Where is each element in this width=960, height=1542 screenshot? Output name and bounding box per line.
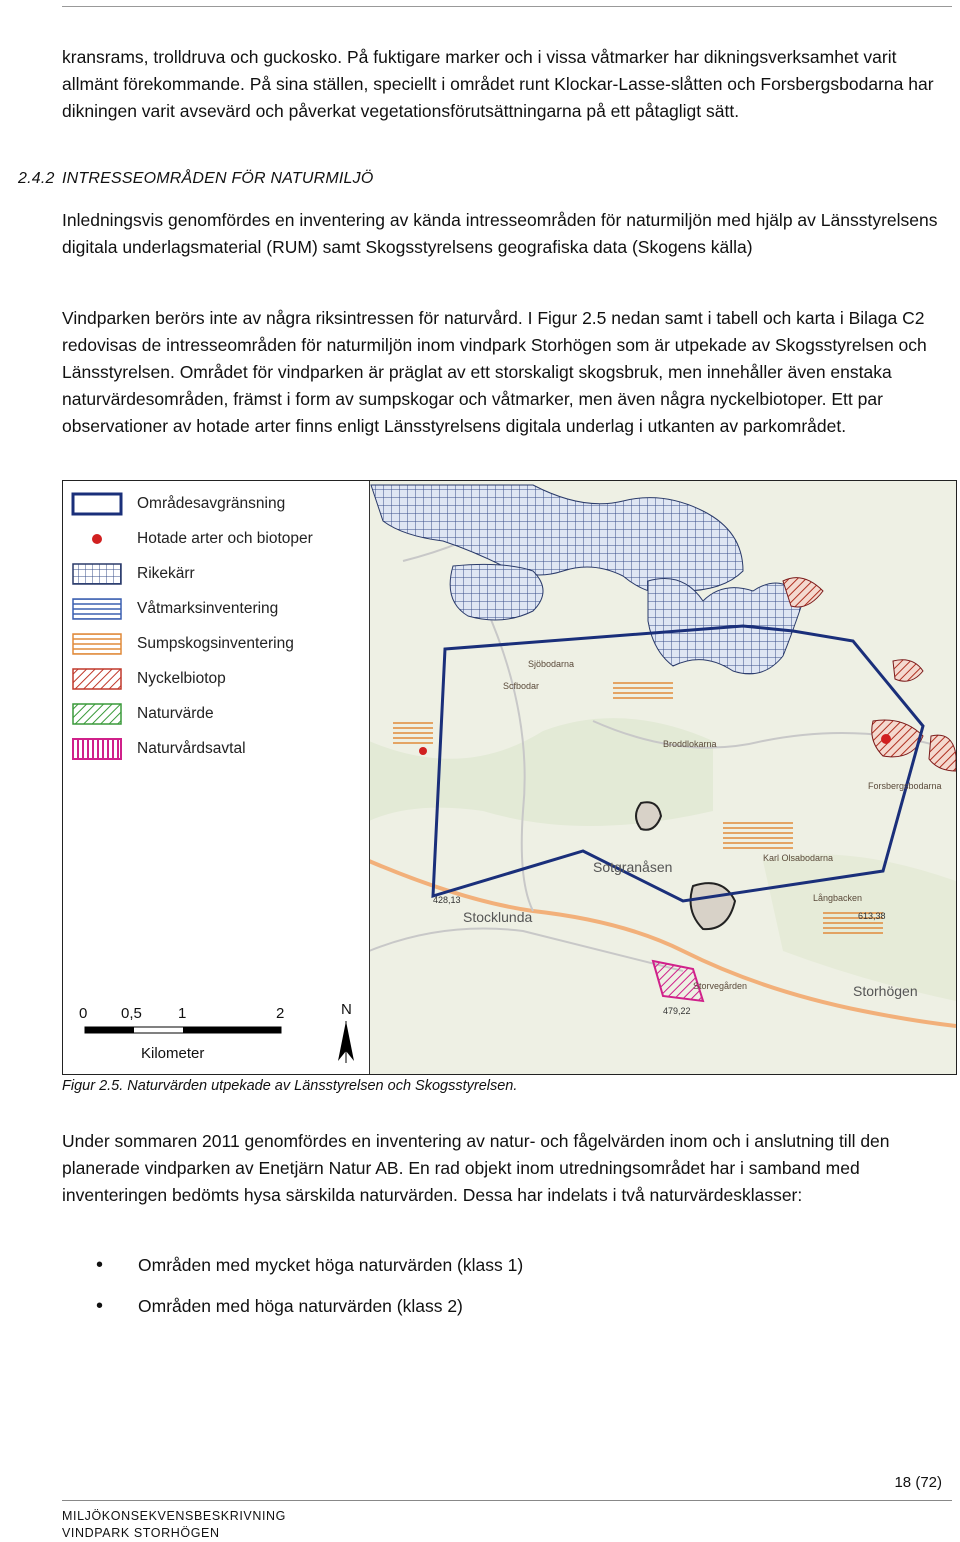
- page-number: 18 (72): [894, 1474, 942, 1491]
- nature-values-map: [62, 480, 957, 1075]
- scale-tick: 0,5: [121, 1005, 142, 1022]
- nature-value-classes: [62, 1252, 523, 1334]
- footer-line-2: VINDPARK STORHÖGEN: [62, 1526, 220, 1540]
- legend-label: Naturvårdsavtal: [137, 740, 246, 757]
- section-title: INTRESSEOMRÅDEN FÖR NATURMILJÖ: [62, 170, 374, 187]
- place-label: Sotgranåsen: [593, 859, 673, 875]
- scale-tick: 2: [276, 1005, 285, 1022]
- legend-item-conservation-agreement: [71, 736, 246, 762]
- legend-label: Nyckelbiotop: [137, 670, 226, 687]
- place-label: Långbacken: [813, 893, 863, 903]
- document-footer: [62, 1508, 286, 1542]
- intro-paragraph: kransrams, trolldruva och guckosko. På fuktigare marker och i vissa våtmarker har dikningsverksamhet varit allmänt förekommande. På sina ställen, speciellt i området runt Klockar-Lasse-slåtten och Forsbergsbodarna har dikningen varit avsevärd och påverkat vegetationsförutsättningarna på ett påtagligt sätt.: [62, 47, 934, 121]
- north-arrow-label: N: [341, 1001, 352, 1018]
- paragraph-inventory: Inledningsvis genomfördes en inventering av kända intresseområden för naturmiljön med hjälp av Länsstyrelsens digitala underlagsmaterial (RUM) samt Skogsstyrelsens geografiska data (Skogens källa): [62, 210, 938, 257]
- list-item: • Områden med höga naturvärden (klass 2): [62, 1293, 523, 1334]
- legend-item-swamp-forest: [71, 631, 294, 657]
- place-label: Forsbergsbodarna: [868, 781, 942, 791]
- legend-label: Våtmarksinventering: [137, 600, 279, 617]
- top-rule: [62, 6, 952, 7]
- place-label: Broddlokarna: [663, 739, 717, 749]
- scale-tick: 1: [178, 1005, 187, 1022]
- scale-bar-graphic: [71, 1001, 361, 1071]
- place-label: Stocklunda: [463, 909, 533, 925]
- red-dot-icon: [71, 527, 123, 551]
- place-label: Karl Olsabodarna: [763, 853, 834, 863]
- legend-label: Områdesavgränsning: [137, 495, 286, 512]
- paragraph-windpark: Vindparken berörs inte av några riksintressen för naturvård. I Figur 2.5 nedan samt i tabell och karta i Bilaga C2 redovisas de intresseområden för naturmiljön inom vindpark Storhögen som är utpekade av Skogsstyrelsen och Länsstyrelsen. Området för vindparken är präglat av ett storskaligt skogsbruk, men innehåller även enstaka naturvärdesområden, främst i form av sumpskogar och våtmarker, men även några nyckelbiotoper. Ett par observationer av hotade arter finns enligt Länsstyrelsens digitala underlag i utkanten av parkområdet.: [62, 308, 927, 436]
- footer-rule: [62, 1500, 952, 1501]
- legend-item-nature-value: [71, 701, 214, 727]
- map-legend: [63, 481, 370, 1074]
- legend-item-area-boundary: [71, 491, 285, 517]
- place-label: Storvegården: [693, 981, 748, 991]
- legend-label: Sumpskogsinventering: [137, 635, 294, 652]
- legend-item-wetland: [71, 596, 278, 622]
- place-label: Sjöbodarna: [528, 659, 575, 669]
- legend-item-key-habitat: [71, 666, 226, 692]
- section-number: 2.4.2: [18, 170, 55, 187]
- scale-bar: [71, 1001, 361, 1071]
- footer-line-1: MILJÖKONSEKVENSBESKRIVNING: [62, 1509, 286, 1523]
- legend-label: Rikekärr: [137, 565, 195, 582]
- place-label: 613,38: [858, 911, 886, 921]
- swamp-forest-symbol: [71, 632, 123, 656]
- legend-item-rikekarr: [71, 561, 195, 587]
- key-habitat-symbol: [71, 667, 123, 691]
- rikekarr-symbol: [71, 562, 123, 586]
- list-item: • Områden med mycket höga naturvärden (klass 1): [62, 1252, 523, 1293]
- section-heading: [18, 170, 374, 188]
- paragraph-inventory-2011: Under sommaren 2011 genomfördes en inventering av natur- och fågelvärden inom och i anslutning till den planerade vindparken av Enetjärn Natur AB. En rad objekt inom utredningsområdet har i samband med inventeringen bedömts hysa särskilda naturvärden. Dessa har indelats i två naturvärdesklasser:: [62, 1131, 890, 1205]
- legend-item-threatened-species: [71, 526, 313, 552]
- wetland-symbol: [71, 597, 123, 621]
- area-boundary-symbol: [71, 492, 123, 516]
- place-label: 428,13: [433, 895, 461, 905]
- conservation-agreement-symbol: [71, 737, 123, 761]
- place-label: Storhögen: [853, 983, 918, 999]
- place-label: Scfbodar: [503, 681, 540, 691]
- nature-value-symbol: [71, 702, 123, 726]
- place-label: 479,22: [663, 1006, 691, 1016]
- figure-caption: Figur 2.5. Naturvärden utpekade av Länsstyrelsen och Skogsstyrelsen.: [62, 1078, 518, 1094]
- scale-unit: Kilometer: [141, 1045, 205, 1062]
- legend-label: Naturvärde: [137, 705, 214, 722]
- legend-label: Hotade arter och biotoper: [137, 530, 313, 547]
- scale-tick: 0: [79, 1005, 88, 1022]
